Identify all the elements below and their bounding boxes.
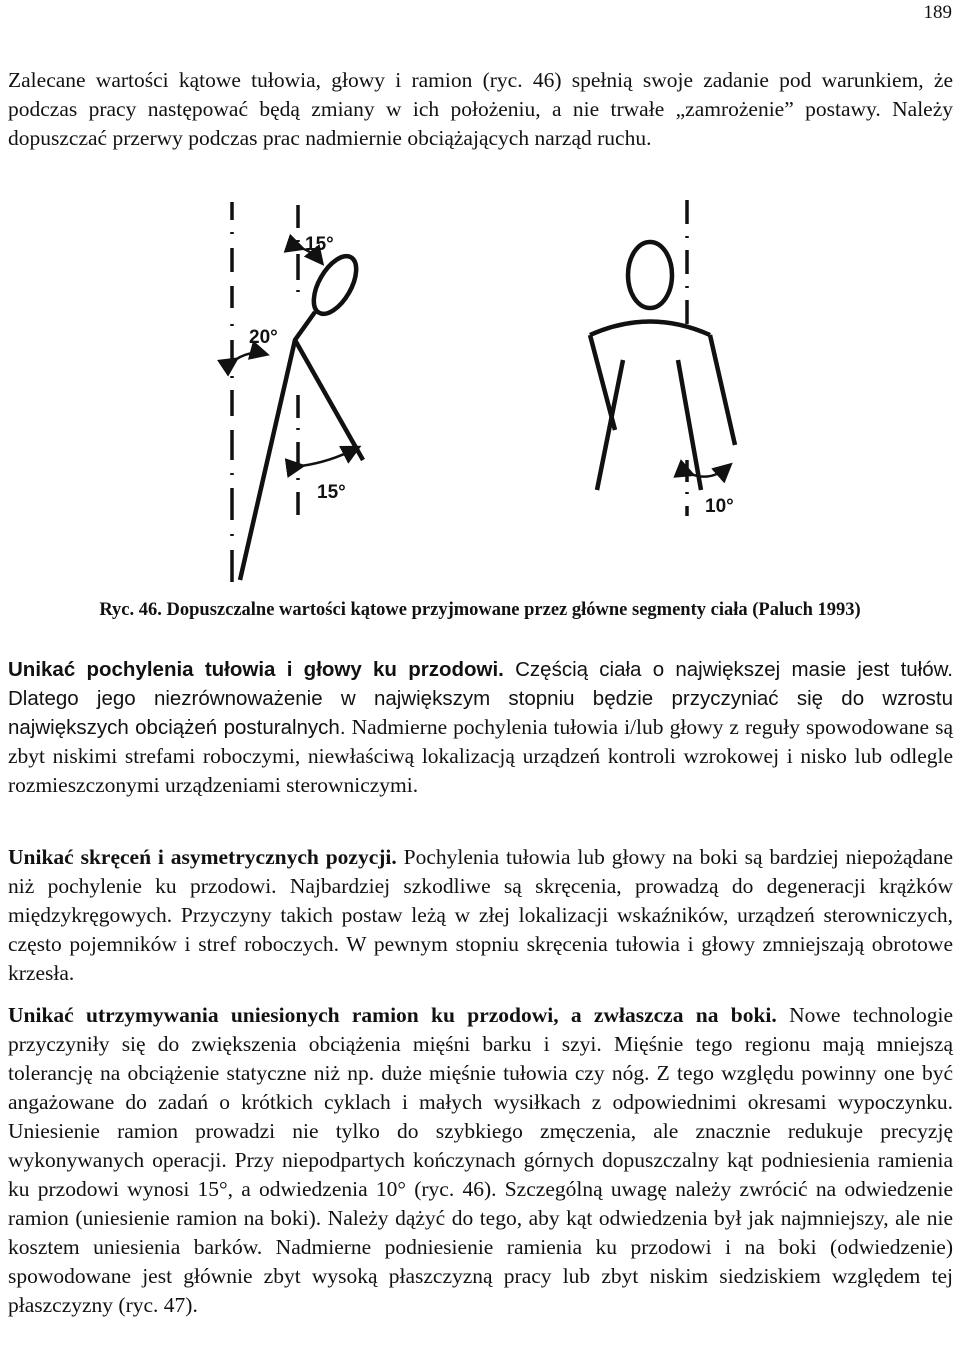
head-angle-label: 15° <box>305 234 334 255</box>
paragraph-heading: Unikać pochylenia tułowia i głowy ku przodowi. <box>8 658 504 681</box>
arm-side-angle-label: 10° <box>705 496 734 517</box>
page-number: 189 <box>923 2 952 23</box>
intro-paragraph: Zalecane wartości kątowe tułowia, głowy i ramion (ryc. 46) spełnią swoje zadanie pod warunkiem, że podczas pracy następować będą zmiany w ich położeniu, a nie trwałe „zamrożenie” postawy. Należy dopuszczać przerwy podczas prac nadmiernie obciążających narząd ruchu. <box>8 68 953 150</box>
side-view-figure <box>240 249 365 580</box>
paragraph-body: Nadmierne pochylenia tułowia i/lub głowy z reguły spowodowane są zbyt niskimi strefami roboczymi, niewłaściwą lokalizacją urządzeń kontroli wzrokowej i nisko lub odlegle rozmieszczonymi urządzeniami sterowniczymi. <box>8 715 953 797</box>
paragraph-twisting <box>8 843 953 988</box>
posture-figure <box>145 190 825 585</box>
paragraph-trunk-head <box>8 655 953 800</box>
left-angle-arcs <box>235 248 357 466</box>
posture-diagram <box>145 190 825 585</box>
paragraph-body: Pochylenia tułowia lub głowy na boki są bardziej niepożądane niż pochylenie ku przodowi. Najbardziej szkodliwe są skręcenia, prowadzą do degeneracji krążków międzykręgowych. Przyczyny takich postaw leżą w złej lokalizacji wskaźników, urządzeń sterowniczych, często pojemników i stref roboczych. W pewnym stopniu skręcenia tułowia i głowy zmniejszają obrotowe krzesła. <box>8 845 954 985</box>
paragraph-body-sans: Częścią ciała o największej masie jest tułów. Dlatego jego niezrównoważenie w największym stopniu będzie przyczyniać się do wzrostu największych obciążeń posturalnych. <box>8 658 954 739</box>
paragraph-heading: Unikać skręceń i asymetrycznych pozycji. <box>8 845 397 869</box>
caption-text: Dopuszczalne wartości kątowe przyjmowane przez główne segmenty ciała (Paluch 1993) <box>161 600 861 620</box>
paragraph-body: Nowe technologie przyczyniły się do zwiększenia obciążenia mięśni barku i szyi. Mięśnie tego regionu mają mniejszą tolerancję na obciążenie statyczne niż np. duże mięśnie tułowia czy nóg. Z tego względu powinny one być angażowane do zadań o krótkich cyklach i małych wysiłkach z odpowiednimi okresami wypoczynku. Uniesienie ramion prowadzi nie tylko do szybkiego zmęczenia, ale znacznie redukuje precyzję wykonywanych operacji. Przy niepodpartych kończynach górnych dopuszczalny kąt podniesienia ramienia ku przodowi wynosi 15°, a odwiedzenia 10° (ryc. 46). Szczególną uwagę należy zwrócić na odwiedzenie ramion (uniesienie ramion na boki). Należy dążyć do tego, aby kąt odwiedzenia był jak najmniejszy, ale nie kosztem uniesienia barków. Nadmierne podniesienie ramienia ku przodowi i na boki (odwiedzenie) spowodowane jest głównie zbyt wysoką płaszczyzną pracy lub zbyt niskim siedziskiem względem tej płaszczyzny (ryc. 47). <box>8 1003 953 1317</box>
front-view-figure <box>590 242 735 490</box>
paragraph-heading: Unikać utrzymywania uniesionych ramion ku przodowi, a zwłaszcza na boki. <box>8 1003 777 1027</box>
arm-forward-angle-label: 15° <box>317 482 346 503</box>
trunk-angle-label: 20° <box>249 327 278 348</box>
paragraph-arms <box>8 1001 953 1320</box>
figure-caption <box>0 600 960 621</box>
caption-label: Ryc. 46. <box>99 600 162 620</box>
